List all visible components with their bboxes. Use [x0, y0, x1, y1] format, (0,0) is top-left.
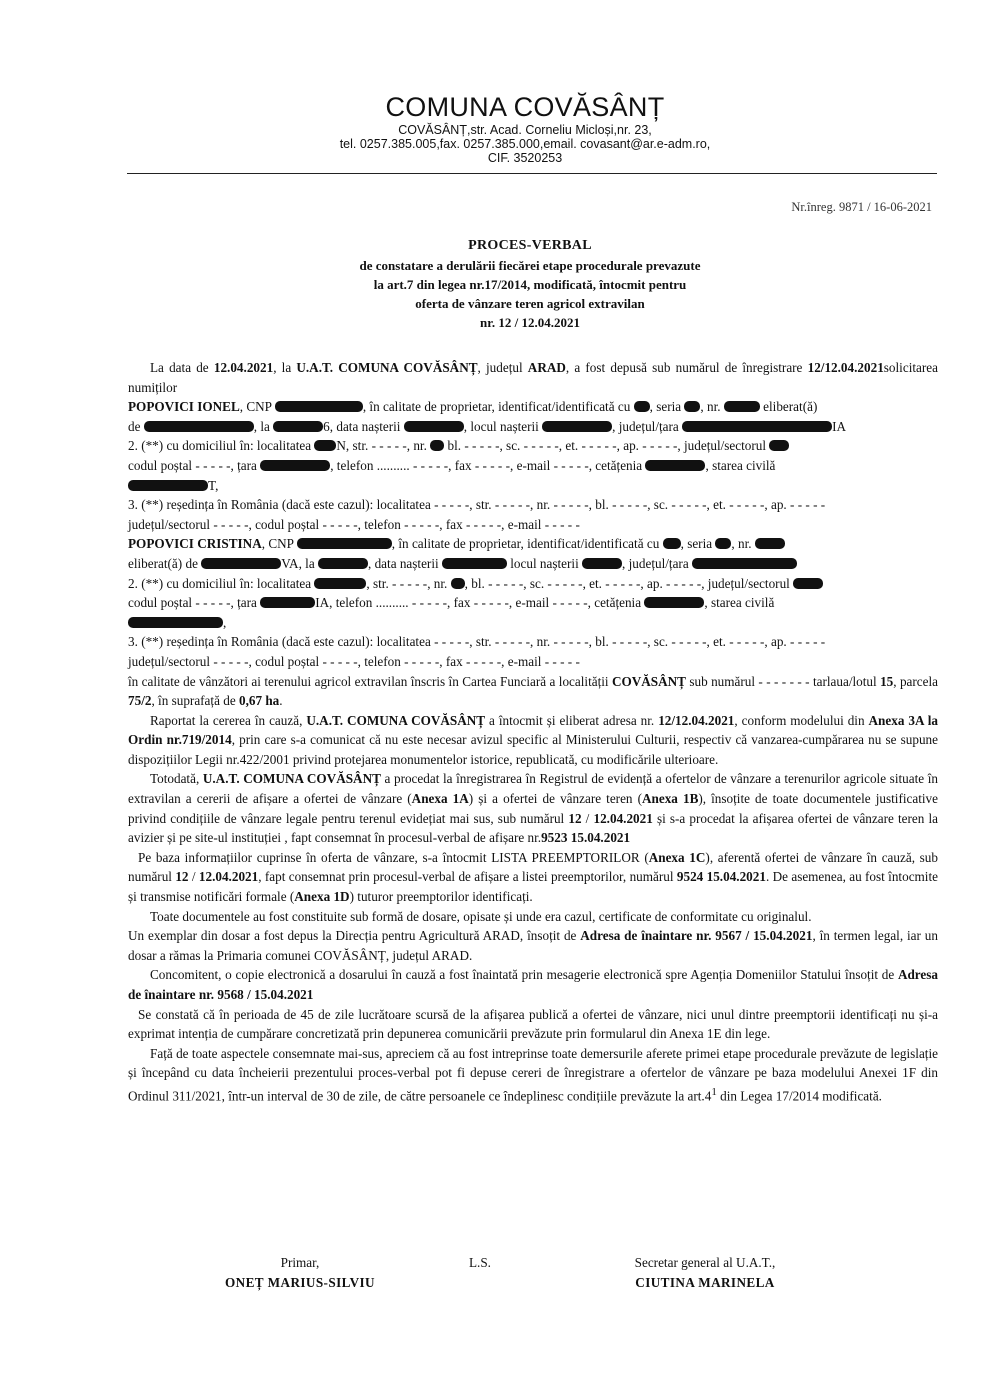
institution-address: COVĂSÂNȚ,str. Acad. Corneliu Micloși,nr. 23, — [398, 123, 652, 137]
redaction — [644, 597, 704, 608]
paragraph-registru: Totodată, U.A.T. COMUNA COVĂSÂNȚ a procedat la înregistrarea în Registrul de evidență a ofertelor de vânzare a terenurilor agricole situate în extravilan a cererii de afișare a ofertei de vânzare (Anexa 1A) și a ofertei de vânzare teren (Anexa 1B), însoțite de toate documentele justificative privind condițiile de vânzare legale pentru terenul evidețiat mai sus, sub numărul 12 / 12.04.2021 și s-a procedat la afișarea ofertei de vânzare teren la avizier și pe site-ul instituției , fapt consemnat în procesul-verbal de afișare nr.9523 15.04.2021 — [128, 771, 938, 846]
redaction — [715, 538, 731, 549]
redaction — [201, 558, 281, 569]
title-main: PROCES-VERBAL — [468, 238, 592, 253]
redaction — [314, 578, 366, 589]
document-title — [0, 236, 990, 332]
paragraph-ads: Concomitent, o copie electronică a dosarului în cauză a fost înaintată prin mesagerie electronică spre Agenția Domeniilor Statului însoțit de Adresa de înaintare nr. 9568 / 15.04.2021 — [128, 967, 938, 1002]
redaction — [793, 578, 823, 589]
owner1-line-1: POPOVICI IONEL, CNP , în calitate de proprietar, identificat/identificată cu , seria , nr. eliberat(ă) — [128, 399, 818, 415]
paragraph-constatare: Se constată că în perioada de 45 de zile lucrătoare scursă de la afișarea publică a ofertei de vânzare, nici unul dintre preemptorii identificați nu și-a exprimat intenția de cumpărare concretizată prin depunerea comunicării prevăzute prin formularul din Anexa 1E din lege. — [128, 1006, 938, 1042]
owner2-line-4: codul poștal - - - - -, țara IA, telefon .......... - - - - -, fax - - - - -, e-mail - - - - -, cetățenia , starea civilă — [128, 595, 775, 611]
paragraph-adresa: Raportat la cererea în cauză, U.A.T. COMUNA COVĂSÂNȚ a întocmit și eliberat adresa nr. 12/12.04.2021, conform modelului din Anexa 3A la Ordin nr.719/2014, prin care s-a comunicat că nu este necesar avizul specific al Ministerului Culturii, respectiv că vanzarea-cumpărarea nu se supune dispozițiilor Legii nr.422/2001 privind protejarea monumentelor istorice, republicată, cu modificările ulterioare. — [128, 712, 938, 767]
title-line-2: la art.7 din legea nr.17/2014, modificată, întocmit pentru — [373, 277, 687, 292]
redaction — [769, 440, 789, 451]
institution-cif: CIF. 3520253 — [487, 151, 563, 165]
redaction — [634, 401, 650, 412]
redaction — [542, 421, 612, 432]
redaction — [260, 460, 330, 471]
ls-label: L.S. — [469, 1255, 491, 1270]
redaction — [275, 401, 363, 412]
paragraph-directia: Un exemplar din dosar a fost depus la Direcția pentru Agricultură ARAD, însoțit de Adresa de înaintare nr. 9567 / 15.04.2021, în termen legal, iar un dosar a rămas la Primaria comunei COVĂSÂNȚ, județul ARAD. — [128, 928, 938, 963]
title-line-1: de constatare a derulării fiecărei etape procedurale prevazute — [359, 258, 701, 273]
redaction — [128, 617, 223, 628]
redaction — [144, 421, 254, 432]
paragraph-dosare: Toate documentele au fost constituite sub formă de dosare, opisate și unde era cazul, certificate de conformitate cu originalul. — [150, 908, 812, 924]
redaction — [663, 538, 681, 549]
owner2-residence-2: județul/sectorul - - - - -, codul poștal - - - - -, telefon - - - - -, fax - - - - -, e-mail - - - - - — [128, 653, 580, 669]
title-line-3: oferta de vânzare teren agricol extravilan — [415, 296, 645, 311]
owner1-residence: 3. (**) reședința în România (dacă este cazul): localitatea - - - - -, str. - - - - -, nr. - - - - -, bl. - - - - -, sc. - - - - -, et. - - - - -, ap. - - - - - — [128, 497, 826, 513]
header-divider — [127, 173, 937, 174]
intro-paragraph: La data de 12.04.2021, la U.A.T. COMUNA COVĂSÂNȚ, județul ARAD, a fost depusă sub numărul de înregistrare 12/12.04.2021solicitarea numiților — [128, 360, 938, 395]
institution-name: COMUNA COVĂSÂNȚ — [385, 92, 665, 122]
owner2-line-3: 2. (**) cu domiciliul în: localitatea , str. - - - - -, nr. , bl. - - - - -, sc. - - - - -, et. - - - - -, ap. - - - - -, județul/sectorul — [128, 574, 938, 594]
redaction — [692, 558, 797, 569]
mayor-role: Primar, — [280, 1255, 320, 1270]
owner1-line-5: T, — [128, 476, 938, 496]
document-body — [128, 358, 938, 1106]
title-line-4: nr. 12 / 12.04.2021 — [480, 315, 580, 330]
owner1-residence-2: județul/sectorul - - - - -, codul poștal - - - - -, telefon - - - - -, fax - - - - -, e-mail - - - - - — [128, 516, 580, 532]
redaction — [318, 558, 368, 569]
redaction — [260, 597, 315, 608]
redaction — [430, 440, 444, 451]
paragraph-concluzie: Față de toate aspectele consemnate mai-sus, apreciem că au fost intreprinse toate demersurile aferete primei etape procedurale prevăzute de legislație și începând cu data încheierii prezentului proces-verbal pot fi depuse cereri de înregistrare a ofertelor de vânzare pe baza modelului Anexei 1F din Ordinul 311/2021, într-un interval de 30 de zile, de către persoanele ce îndeplinesc condițiile prevăzute la $art.4^1$ din Legea 17/2014 modificată. — [128, 1045, 938, 1104]
secretary-role: Secretar general al U.A.T., — [634, 1255, 776, 1270]
owner2-line-2: eliberat(ă) de VA, la , data nașterii locul nașterii , județul/țara — [128, 554, 938, 574]
redaction — [128, 480, 208, 491]
letterhead — [0, 92, 990, 165]
redaction — [451, 578, 465, 589]
owner1-line-4: codul poștal - - - - -, țara , telefon .......... - - - - -, fax - - - - -, e-mail - - - - -, cetățenia , starea civilă — [128, 457, 776, 473]
redaction — [297, 538, 392, 549]
redaction — [273, 421, 323, 432]
redaction — [442, 558, 507, 569]
sellers-paragraph: în calitate de vânzători ai terenului agricol extravilan înscris în Cartea Funciară a localității COVĂSÂNȚ sub numărul - - - - - - - tarlaua/lotul 15, parcela 75/2, în suprafață de 0,67 ha. — [128, 673, 939, 709]
redaction — [582, 558, 622, 569]
signature-mayor — [180, 1253, 420, 1293]
owner2-line-1: POPOVICI CRISTINA, CNP , în calitate de proprietar, identificat/identificată cu , seria , nr. — [128, 534, 938, 554]
owner1-line-2: de , la 6, data nașterii , locul nașterii , județul/țara IA — [128, 418, 846, 434]
redaction — [724, 401, 760, 412]
owner2-residence: 3. (**) reședința în România (dacă este cazul): localitatea - - - - -, str. - - - - -, nr. - - - - -, bl. - - - - -, sc. - - - - -, et. - - - - -, ap. - - - - - — [128, 634, 826, 650]
institution-contact: tel. 0257.385.005,fax. 0257.385.000,email. covasant@ar.e-adm.ro, — [339, 137, 711, 151]
owner1-line-3: 2. (**) cu domiciliul în: localitatea N, str. - - - - -, nr. bl. - - - - -, sc. - - - - -, et. - - - - -, ap. - - - - -, județul/sectorul — [128, 436, 938, 456]
redaction — [404, 421, 464, 432]
secretary-name: CIUTINA MARINELA — [635, 1275, 775, 1290]
registration-number: Nr.înreg. 9871 / 16-06-2021 — [791, 200, 932, 214]
stamp-place — [450, 1253, 510, 1273]
redaction — [684, 401, 700, 412]
mayor-name: ONEȚ MARIUS-SILVIU — [225, 1275, 375, 1290]
owner2-line-5: , — [128, 613, 938, 633]
redaction — [314, 440, 336, 451]
signature-secretary — [590, 1253, 820, 1293]
redaction — [645, 460, 705, 471]
redaction — [682, 421, 832, 432]
redaction — [755, 538, 785, 549]
paragraph-preemptori: Pe baza informațiilor cuprinse în oferta de vânzare, s-a întocmit LISTA PREEMPTORILOR (Anexa 1C), aferentă ofertei de vânzare în cauză, sub numărul 12 / 12.04.2021, fapt consemnat prin procesul-verbal de afișare a listei preemptorilor, numărul 9524 15.04.2021. De asemenea, au fost întocmite și transmise notificări formale (Anexa 1D) tuturor preemptorilor identificați. — [128, 849, 938, 905]
